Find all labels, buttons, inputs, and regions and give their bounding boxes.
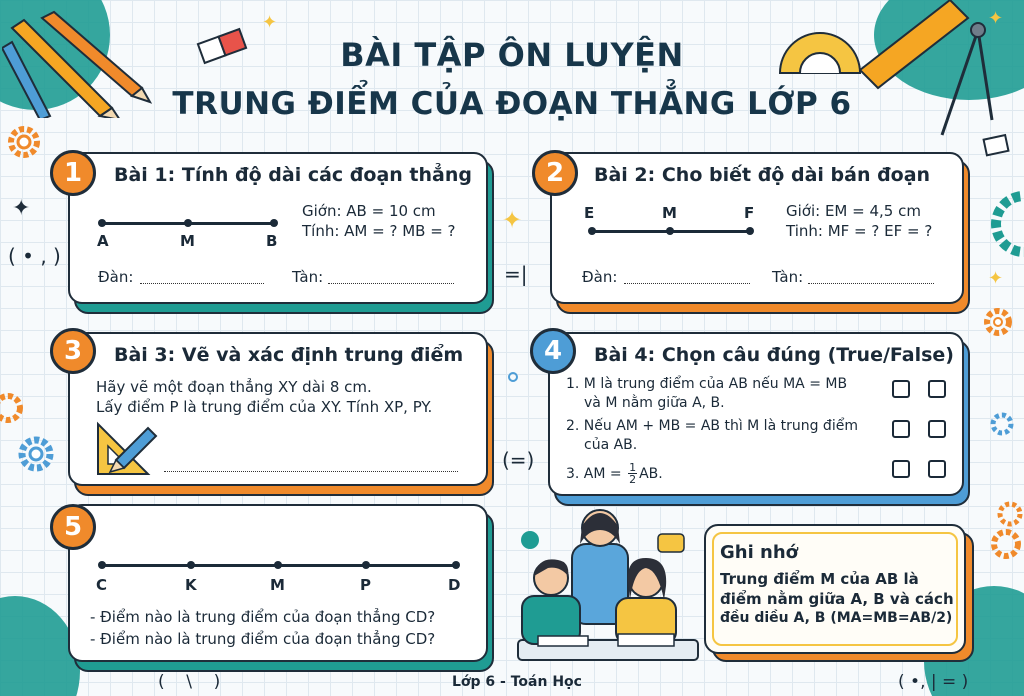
point-label: D [448,576,461,594]
point-label: P [360,576,371,594]
exercise-number-badge: 4 [530,328,576,374]
point-label: M [180,232,195,250]
answer-blank[interactable] [624,282,750,284]
symbol-bottom-left: ( \ ) [158,672,221,692]
ruler-pencil-icon [96,420,160,476]
point-label: A [97,232,109,250]
point-dot [274,561,282,569]
exercise-title: Bài 1: Tính độ dài các đoạn thẳng [114,164,472,186]
gear-icon [14,432,58,476]
true-checkbox[interactable] [892,380,910,398]
statement-text: và M nằm giữa A, B. [584,395,725,411]
statement-text: 2. Nếu AM + MB = AB thì M là trung điểm [566,418,858,434]
fraction-denominator: 2 [629,473,637,486]
point-label: K [185,576,197,594]
gear-icon [980,304,1016,340]
point-label: E [584,204,595,222]
point-dot [184,219,192,227]
point-label: C [96,576,108,594]
sparkle-icon: ✦ [12,196,31,221]
exercise-title: Bài 4: Chọn câu đúng (True/False) [594,344,954,366]
given-text: Giớn: AB = 10 cm [302,202,436,220]
false-checkbox[interactable] [928,460,946,478]
note-text: điểm nằm giữa A, B và cách [720,590,954,608]
fraction-numerator: 1 [629,461,637,474]
true-checkbox[interactable] [892,460,910,478]
gear-icon [984,182,1024,266]
statement-suffix: AB. [639,465,663,482]
answer-blank[interactable] [328,282,454,284]
page-title-line1: BÀI TẬP ÔN LUYỆN [340,36,684,74]
point-dot [588,227,596,235]
symbol-center-mid: (=) [502,448,535,472]
symbol-bottom-right: ( •, | = ) [898,672,969,692]
exercise-title: Bài 3: Vẽ và xác định trung điểm [114,344,464,366]
gear-icon [0,388,26,428]
point-dot [452,561,460,569]
exercise-number-badge: 5 [50,504,96,550]
false-checkbox[interactable] [928,380,946,398]
exercise-text: Hãy vẽ một đoạn thẳng XY dài 8 cm. [96,378,372,396]
fraction [628,462,637,485]
exercise-number-badge: 2 [532,150,578,196]
point-dot [98,219,106,227]
answer-label: Đàn: [582,268,618,286]
note-text: đều diều A, B (MA=MB=AB/2) [720,610,953,626]
gear-icon [970,494,1024,564]
question-text: - Điểm nào là trung điểm của đoạn thẳng CD? [90,630,436,648]
statement-prefix: 3. AM = [566,465,627,482]
question-text: - Điểm nào là trung điểm của đoạn thẳng CD? [90,608,436,626]
find-text: Tính: AM = ? MB = ? [302,222,456,240]
sparkle-icon: ✦ [988,8,1004,29]
exercise-text: Lấy điểm P là trung điểm của XY. Tính XP, PY. [96,398,433,416]
exercise-number-badge: 1 [50,150,96,196]
answer-blank[interactable] [164,470,458,472]
gear-icon [986,408,1018,440]
small-eraser-icon [982,132,1012,158]
symbol-left-mid: ( • , ) [8,244,61,268]
answer-blank[interactable] [808,282,934,284]
answer-label: Đàn: [98,268,134,286]
exercise-number-badge: 3 [50,328,96,374]
note-title: Ghi nhớ [720,542,799,563]
given-text: Giới: EM = 4,5 cm [786,202,921,220]
sparkle-icon: ✦ [988,268,1004,289]
symbol-center-top: =| [504,262,528,286]
true-checkbox[interactable] [892,420,910,438]
statement-text: 1. M là trung điểm của AB nếu MA = MB [566,376,848,392]
point-label: M [662,204,677,222]
point-dot [362,561,370,569]
statement-text: của AB. [584,437,638,453]
point-label: M [270,576,285,594]
point-dot [746,227,754,235]
answer-label: Tàn: [772,268,804,286]
teacher-students-illustration [508,500,704,672]
footer-text: Lớp 6 - Toán Học [452,674,582,690]
dot-decor [508,372,518,382]
point-dot [270,219,278,227]
point-dot [98,561,106,569]
answer-blank[interactable] [140,282,264,284]
note-text: Trung điểm M của AB là [720,570,919,588]
statement-text [566,462,663,485]
find-text: Tinh: MF = ? EF = ? [786,222,933,240]
point-dot [187,561,195,569]
sparkle-icon: ✦ [502,206,523,234]
point-dot [666,227,674,235]
point-label: F [744,204,755,222]
sparkle-icon: ✦ [262,12,278,33]
point-label: B [266,232,278,250]
exercise-title: Bài 2: Cho biết độ dài bán đoạn [594,164,931,186]
false-checkbox[interactable] [928,420,946,438]
answer-label: Tàn: [292,268,324,286]
gear-icon [4,122,44,162]
page-title-line2: TRUNG ĐIỂM CỦA ĐOẠN THẲNG LỚP 6 [172,86,852,122]
